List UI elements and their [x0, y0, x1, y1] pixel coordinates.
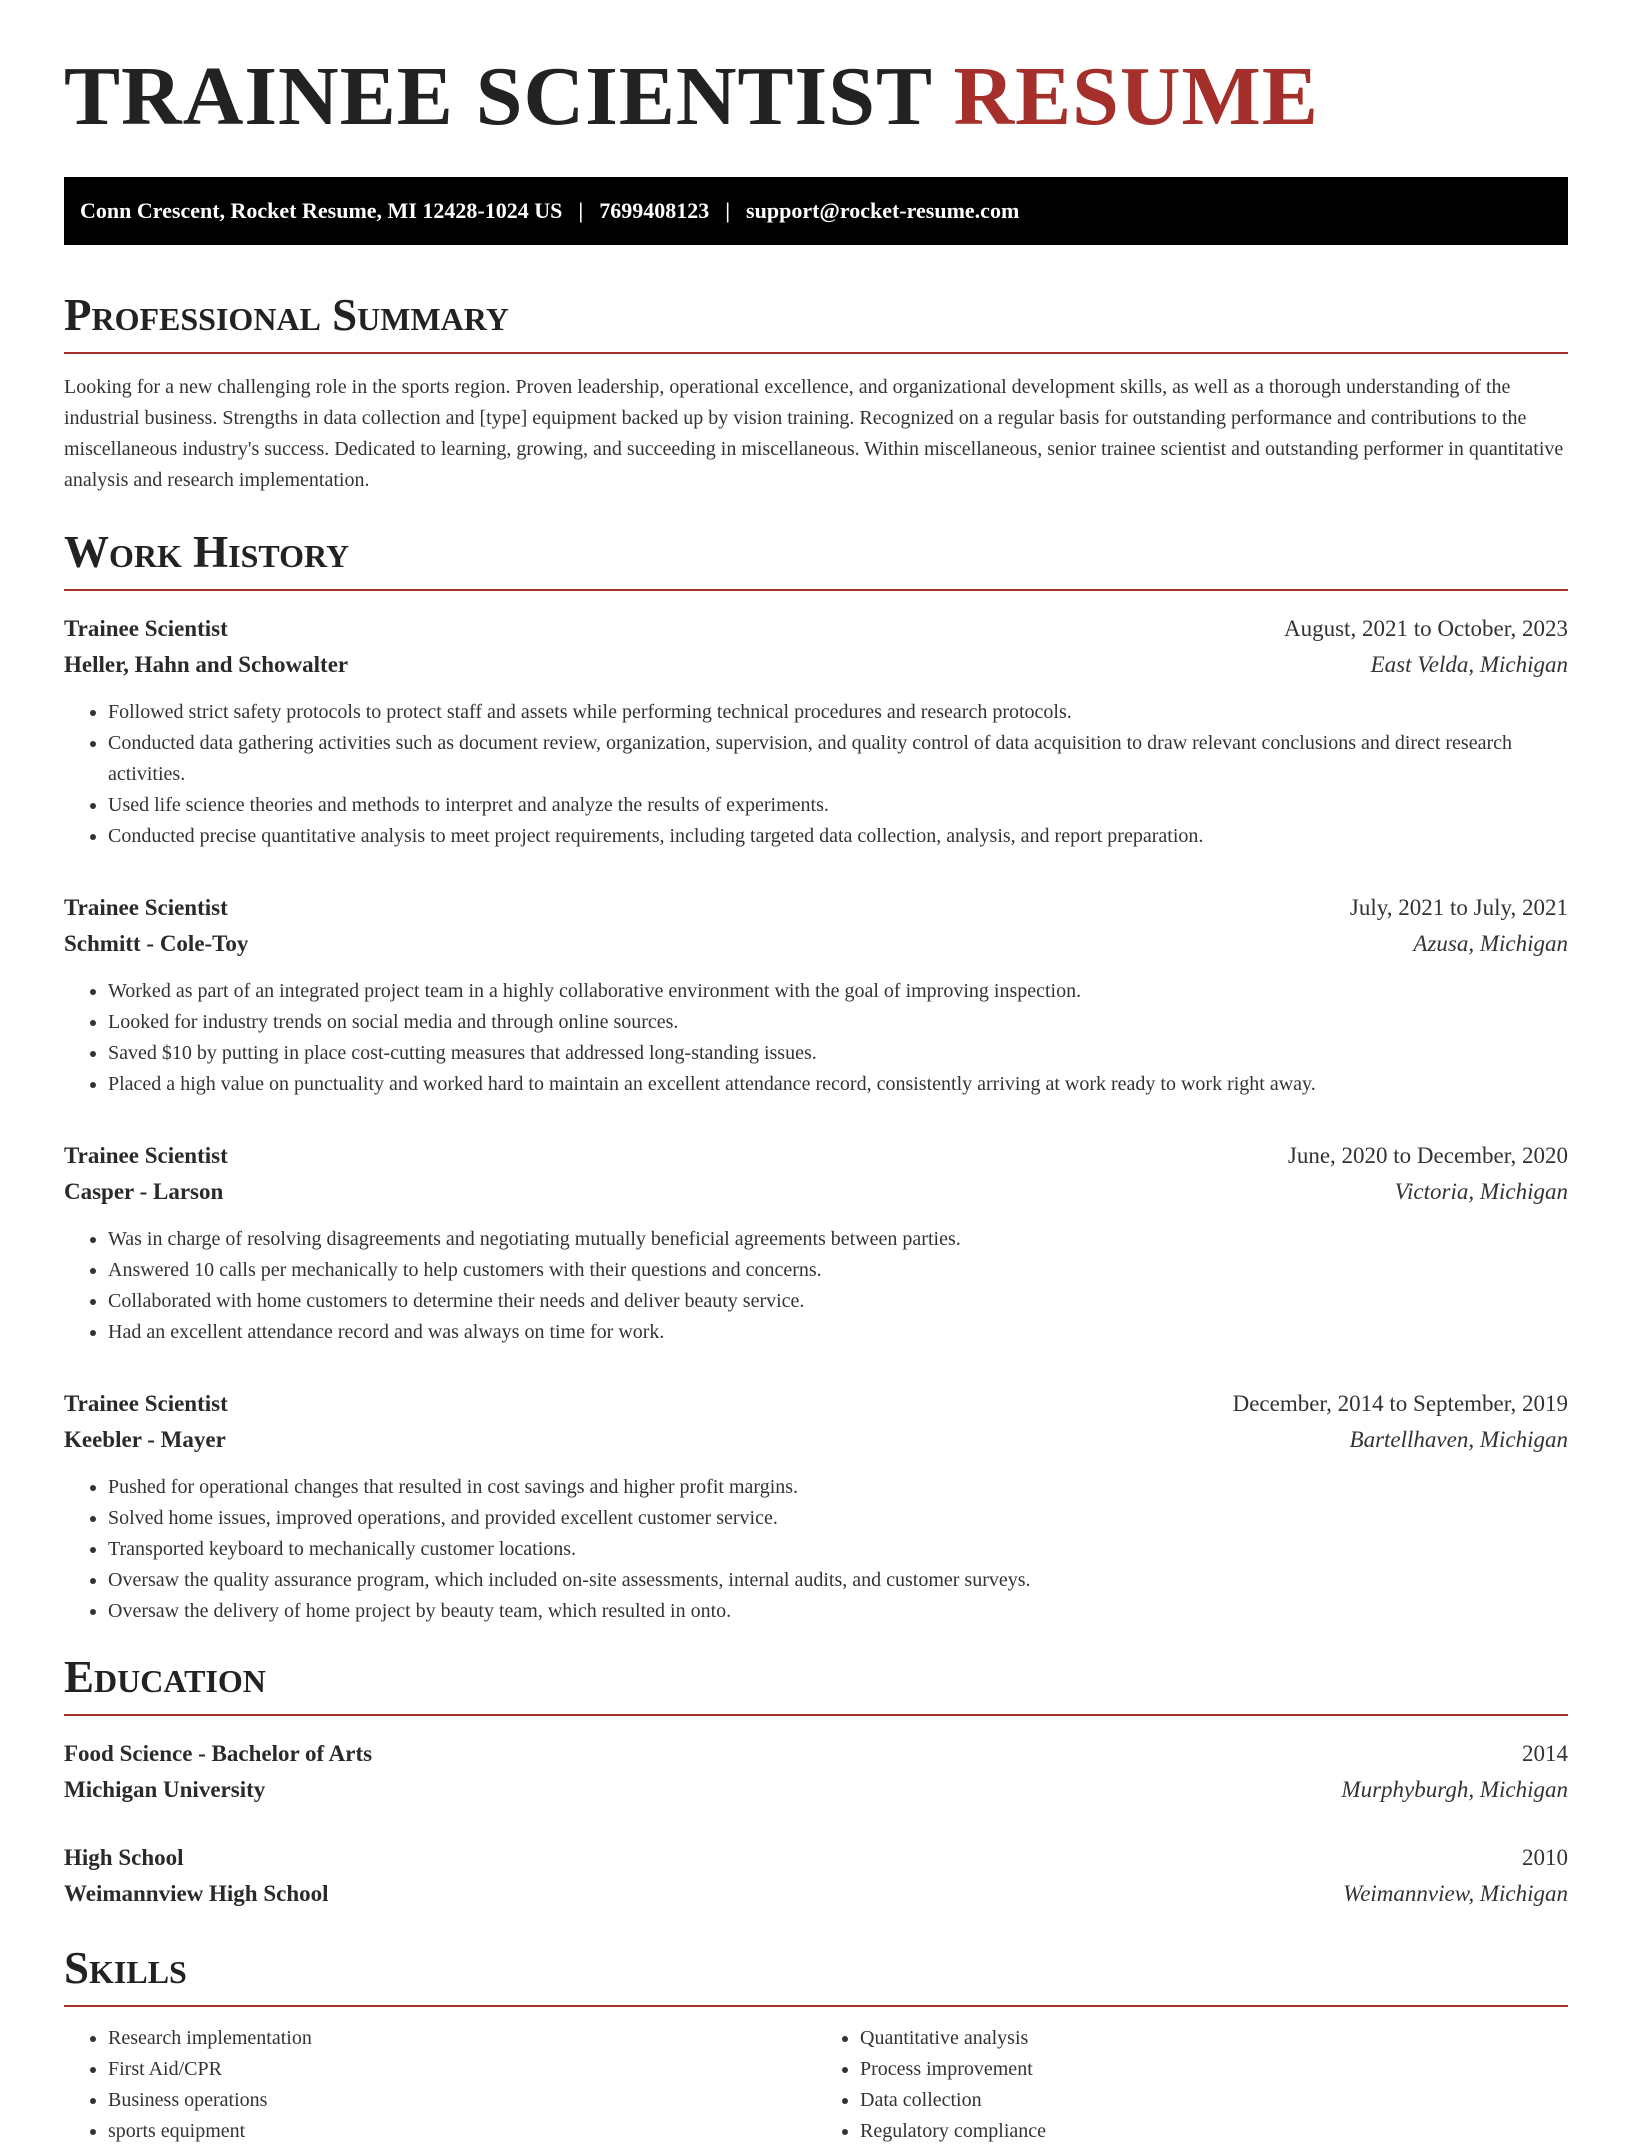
- job-bullet: • Used life science theories and methods to interpret and analyze the results of experiments.: [108, 790, 1568, 821]
- job-company: Keebler - Mayer: [64, 1427, 226, 1452]
- job-bullet: • Saved $10 by putting in place cost-cutting measures that addressed long-standing issues.: [108, 1038, 1568, 1069]
- job-bullet: • Conducted precise quantitative analysis to meet project requirements, including targeted data collection, analysis, and report preparation.: [108, 821, 1568, 852]
- job-dates: June, 2020 to December, 2020: [1287, 1143, 1568, 1168]
- job-title: Trainee Scientist: [64, 616, 228, 641]
- edu-degree: High School: [64, 1845, 184, 1870]
- edu-year: 2010: [1522, 1845, 1568, 1870]
- job-location: Victoria, Michigan: [1394, 1179, 1568, 1204]
- contact-bar: [64, 177, 1568, 245]
- job-location: Bartellhaven, Michigan: [1349, 1427, 1568, 1452]
- section-heading-summary: Professional Summary: [64, 293, 1568, 354]
- job-bullet: • Worked as part of an integrated project team in a highly collaborative environment with the goal of improving inspection.: [108, 976, 1568, 1007]
- summary-text: Looking for a new challenging role in the sports region. Proven leadership, operational excellence, and organizational development skills, as well as a thorough understanding of the industrial business. Strengths in data collection and [type] equipment backed up by vision training. Recognized on a regular basis for outstanding performance and contributions to the miscellaneous industry's success. Dedicated to learning, growing, and succeeding in miscellaneous. Within miscellaneous, senior trainee scientist and outstanding performer in quantitative analysis and research implementation.: [64, 376, 1564, 491]
- education-entry: [64, 1840, 1568, 1912]
- job-entry: [64, 1138, 1568, 1348]
- section-heading-skills: Skills: [64, 1946, 1568, 2007]
- job-bullet: • Collaborated with home customers to determine their needs and deliver beauty service.: [108, 1286, 1568, 1317]
- job-bullets: [64, 1224, 1568, 1348]
- skill-item: • Research implementation: [108, 2023, 816, 2054]
- contact-email: support@rocket-resume.com: [746, 198, 1020, 223]
- skill-item: • Regulatory compliance: [860, 2116, 1568, 2147]
- work-history-section: [64, 527, 1568, 1627]
- job-company: Schmitt - Cole-Toy: [64, 931, 249, 956]
- job-entry: [64, 1386, 1568, 1627]
- professional-summary-section: [64, 290, 1568, 496]
- job-bullets: [64, 697, 1568, 852]
- skills-section: [64, 1943, 1568, 2147]
- job-bullet: • Oversaw the quality assurance program, which included on-site assessments, internal audits, and customer surveys.: [108, 1565, 1568, 1596]
- job-bullet: • Pushed for operational changes that resulted in cost savings and higher profit margins.: [108, 1472, 1568, 1503]
- job-title: Trainee Scientist: [64, 1391, 228, 1416]
- job-entry: [64, 611, 1568, 852]
- job-dates: August, 2021 to October, 2023: [1284, 616, 1568, 641]
- job-bullet: • Conducted data gathering activities such as document review, organization, supervision, and quality control of data acquisition to draw relevant conclusions and direct research activities.: [108, 728, 1568, 790]
- skills-grid: [64, 2023, 1568, 2147]
- title-main: TRAINEE SCIENTIST: [64, 50, 932, 143]
- job-bullet: • Followed strict safety protocols to protect staff and assets while performing technical procedures and research protocols.: [108, 697, 1568, 728]
- job-bullets: [64, 976, 1568, 1100]
- contact-separator: |: [578, 198, 584, 223]
- job-location: East Velda, Michigan: [1370, 652, 1568, 677]
- job-bullet: • Had an excellent attendance record and was always on time for work.: [108, 1317, 1568, 1348]
- job-bullet: • Transported keyboard to mechanically customer locations.: [108, 1534, 1568, 1565]
- skill-item: • Data collection: [860, 2085, 1568, 2116]
- job-dates: December, 2014 to September, 2019: [1232, 1391, 1568, 1416]
- job-bullet: • Answered 10 calls per mechanically to help customers with their questions and concerns.: [108, 1255, 1568, 1286]
- edu-location: Murphyburgh, Michigan: [1341, 1777, 1568, 1802]
- job-bullet: • Oversaw the delivery of home project by beauty team, which resulted in onto.: [108, 1596, 1568, 1627]
- job-title: Trainee Scientist: [64, 895, 228, 920]
- job-location: Azusa, Michigan: [1413, 931, 1568, 956]
- job-bullet: • Was in charge of resolving disagreements and negotiating mutually beneficial agreements between parties.: [108, 1224, 1568, 1255]
- job-dates: July, 2021 to July, 2021: [1349, 895, 1568, 920]
- resume-title: [64, 50, 1568, 143]
- skill-item: • sports equipment: [108, 2116, 816, 2147]
- skills-column-left: [64, 2023, 816, 2147]
- edu-degree: Food Science - Bachelor of Arts: [64, 1741, 373, 1766]
- job-bullets: [64, 1472, 1568, 1627]
- section-heading-education: Education: [64, 1655, 1568, 1716]
- edu-school: Michigan University: [64, 1777, 266, 1802]
- skill-item: • Quantitative analysis: [860, 2023, 1568, 2054]
- contact-address: Conn Crescent, Rocket Resume, MI 12428-1024 US: [80, 198, 563, 223]
- education-entry: [64, 1736, 1568, 1808]
- job-entry: [64, 890, 1568, 1100]
- skill-item: • First Aid/CPR: [108, 2054, 816, 2085]
- job-company: Heller, Hahn and Schowalter: [64, 652, 349, 677]
- contact-separator: |: [725, 198, 731, 223]
- skill-item: • Process improvement: [860, 2054, 1568, 2085]
- title-accent: RESUME: [953, 50, 1319, 143]
- edu-school: Weimannview High School: [64, 1881, 329, 1906]
- job-bullet: • Looked for industry trends on social media and through online sources.: [108, 1007, 1568, 1038]
- job-bullet: • Placed a high value on punctuality and worked hard to maintain an excellent attendance record, consistently arriving at work ready to work right away.: [108, 1069, 1568, 1100]
- job-title: Trainee Scientist: [64, 1143, 228, 1168]
- edu-location: Weimannview, Michigan: [1343, 1881, 1568, 1906]
- section-heading-work: Work History: [64, 530, 1568, 591]
- skills-column-right: [816, 2023, 1568, 2147]
- job-bullet: • Solved home issues, improved operations, and provided excellent customer service.: [108, 1503, 1568, 1534]
- contact-phone: 7699408123: [599, 198, 710, 223]
- skill-item: • Business operations: [108, 2085, 816, 2116]
- job-company: Casper - Larson: [64, 1179, 224, 1204]
- education-section: [64, 1652, 1568, 1912]
- edu-year: 2014: [1522, 1741, 1568, 1766]
